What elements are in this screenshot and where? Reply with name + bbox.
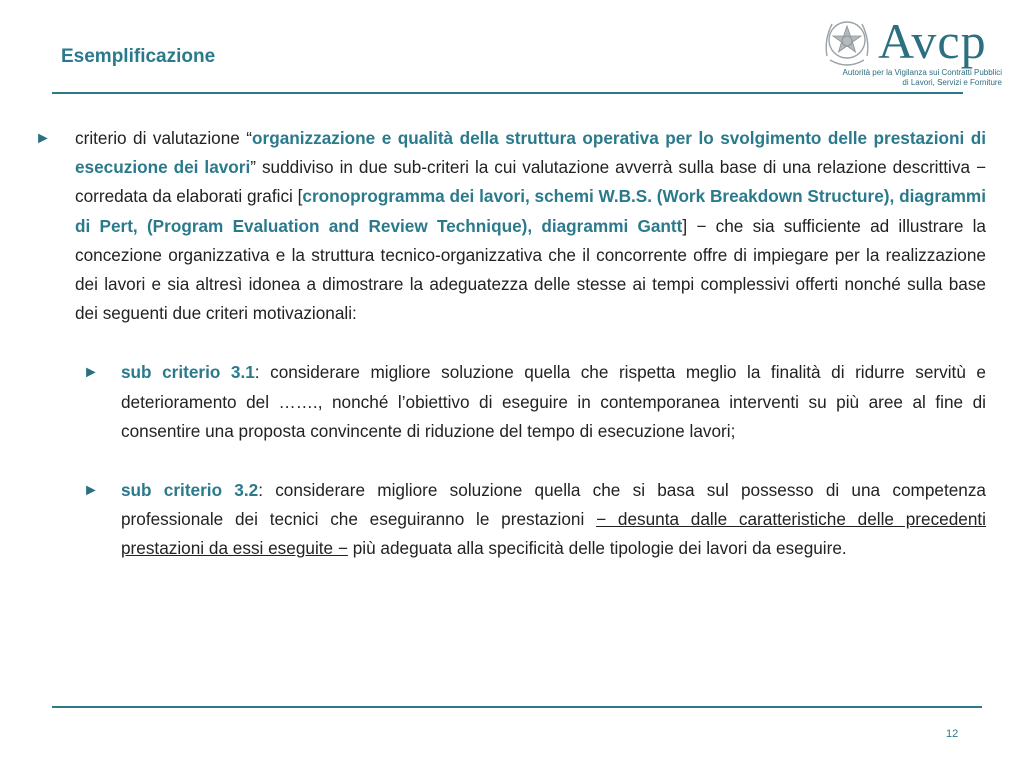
sub-criterion-underlined-text: − desunta dalle caratteristiche delle precedenti prestazioni da essi eseguite − [121, 509, 986, 559]
logo-tagline [832, 68, 1002, 88]
sub-criterion-text: : considerare migliore soluzione quella che si basa sul possesso di una competenza professionale dei tecnici che eseguiranno le prestazioni [121, 480, 986, 530]
logo-wordmark: Avcp [878, 13, 987, 69]
main-criterion-highlight: organizzazione e qualità della struttura operativa per lo svolgimento delle prestazioni di esecuzione dei lavori [75, 128, 986, 178]
top-divider [52, 92, 963, 94]
slide-content [35, 124, 986, 564]
slide-title: Esemplificazione [61, 46, 216, 67]
sub-criterion-3-1 [83, 358, 986, 446]
italian-republic-emblem-icon [818, 10, 876, 74]
spacer [35, 446, 986, 476]
avcp-logo [818, 10, 1008, 90]
bullet-arrow-icon: ► [83, 482, 99, 500]
sub-criterion-text: : considerare migliore soluzione quella che rispetta meglio la finalità di ridurre servitù e deterioramento del ……., nonché l’obiettivo di eseguire in contemporanea interventi su più aree al fine di consentire una proposta convincente di riduzione del tempo di esecuzione lavori; [121, 362, 986, 441]
sub-criterion-text-end: più adeguata alla specificità delle tipologie dei lavori da eseguire. [347, 538, 847, 559]
logo-tagline-line-2: di Lavori, Servizi e Forniture [902, 78, 1002, 87]
sub-criterion-label: sub criterio 3.1 [121, 362, 255, 383]
main-text-middle: ” suddiviso in due sub-criteri la cui valutazione avverrà sulla base di una relazione descrittiva − corredata da elaborati grafici [ [75, 157, 986, 207]
page-number: 12 [946, 728, 959, 740]
logo-tagline-line-1: Autorità per la Vigilanza sui Contratti Pubblici [842, 68, 1002, 77]
bullet-arrow-icon: ► [83, 364, 99, 382]
main-documents-highlight: cronoprogramma dei lavori, schemi W.B.S. (Work Breakdown Structure), diagrammi di Pert, (Program Evaluation and Review Technique), diagrammi Gantt [75, 186, 986, 236]
bottom-divider [52, 706, 982, 708]
main-text-end: ] − che sia sufficiente ad illustrare la concezione organizzativa e la struttura tecnico-organizzativa che il concorrente offre di impiegare per la realizzazione dei lavori e sia altresì idonea a dimostrare la adeguatezza delle stesse ai tempi complessivi offerti nonché sulla base dei seguenti due criteri motivazionali: [75, 215, 986, 324]
bullet-arrow-icon: ► [35, 130, 51, 147]
main-text-intro: criterio di valutazione “ [75, 128, 253, 148]
main-bullet-item [35, 124, 986, 328]
sub-criterion-label: sub criterio 3.2 [121, 480, 259, 501]
spacer [35, 328, 986, 358]
sub-criterion-3-2 [83, 476, 986, 564]
